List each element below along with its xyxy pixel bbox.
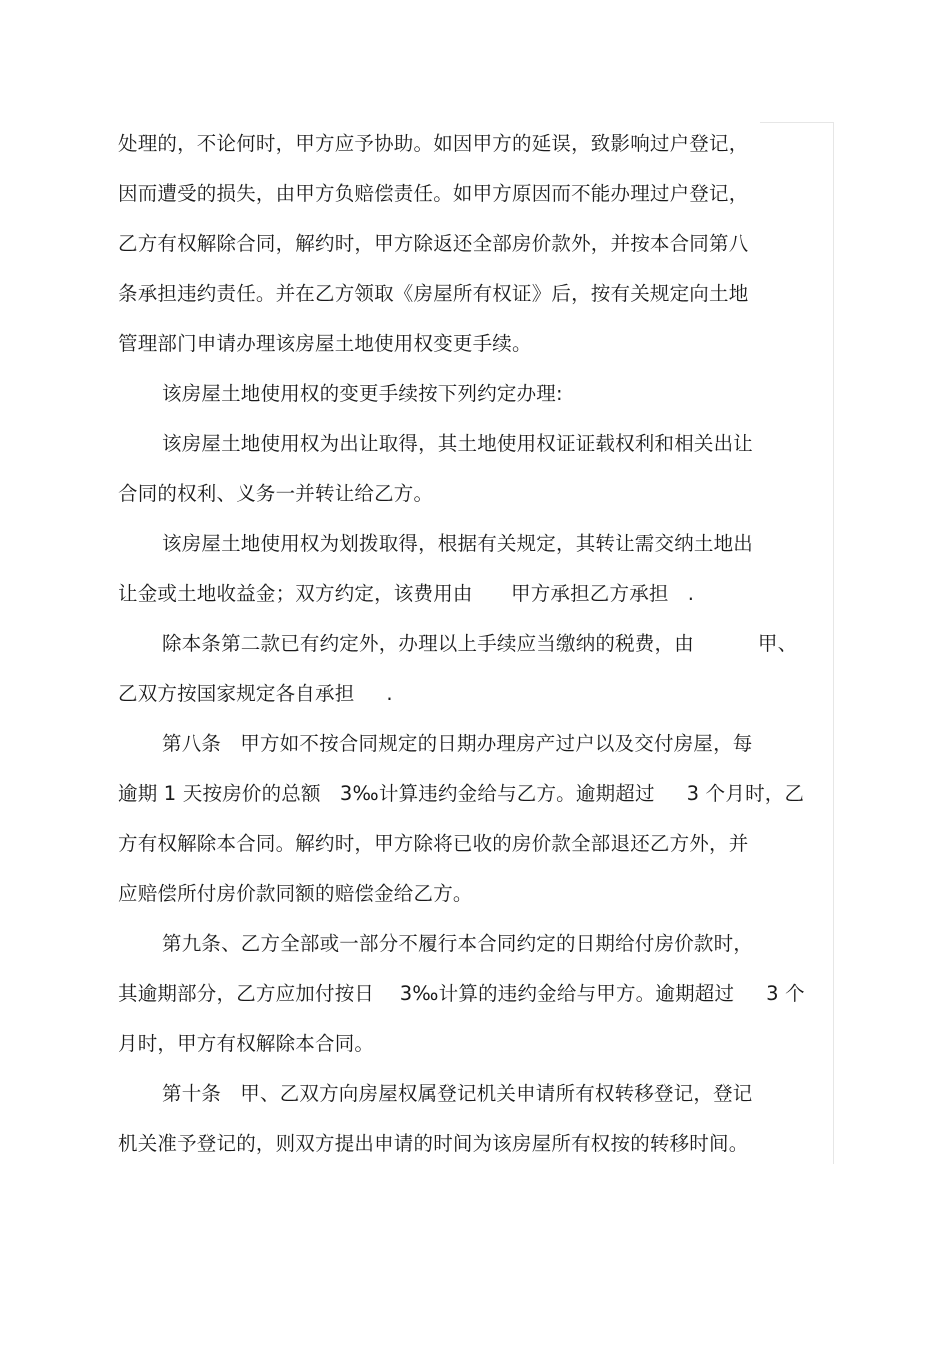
paragraph-allocated-land: 该房屋土地使用权为划拨取得，根据有关规定，其转让需交纳土地出 <box>162 532 754 555</box>
paragraph-transfer-acquired: 该房屋土地使用权为出让取得，其土地使用权证证载权利和相关出让 <box>162 432 754 455</box>
article-9-heading-line: 第九条、乙方全部或一部分不履行本合同约定的日期给付房价款时， <box>162 932 754 955</box>
text-line-10: 让金或土地收益金；双方约定，该费用由 甲方承担乙方承担 . <box>118 582 695 605</box>
text-line-1: 处理的，不论何时，甲方应予协助。如因甲方的延误，致影响过户登记， <box>118 132 749 155</box>
text-line-21: 机关准予登记的，则双方提出申请的时间为该房屋所有权按的转移时间。 <box>118 1132 749 1155</box>
text-line-12: 乙双方按国家规定各自承担 . <box>118 682 393 705</box>
text-line-19: 月时，甲方有权解除本合同。 <box>118 1032 375 1055</box>
article-10-heading-line: 第十条 甲、乙双方向房屋权属登记机关申请所有权转移登记，登记 <box>162 1082 753 1105</box>
article-8-heading-line: 第八条 甲方如不按合同规定的日期办理房产过户以及交付房屋，每 <box>162 732 753 755</box>
paragraph-taxes: 除本条第二款已有约定外，办理以上手续应当缴纳的税费，由 甲、 <box>162 632 798 655</box>
page-frame-right-border <box>833 122 834 1164</box>
text-line-5: 管理部门申请办理该房屋土地使用权变更手续。 <box>118 332 532 355</box>
page-frame-top-border <box>760 122 834 123</box>
text-line-4: 条承担违约责任。并在乙方领取《房屋所有权证》后，按有关规定向土地 <box>118 282 749 305</box>
paragraph-land-use-change: 该房屋土地使用权的变更手续按下列约定办理: <box>162 382 563 405</box>
text-line-14: 逾期 1 天按房价的总额 3‰计算违约金给与乙方。逾期超过 3 个月时，乙 <box>118 782 805 805</box>
text-line-3: 乙方有权解除合同，解约时，甲方除返还全部房价款外，并按本合同第八 <box>118 232 749 255</box>
text-line-8: 合同的权利、义务一并转让给乙方。 <box>118 482 434 505</box>
text-line-18: 其逾期部分，乙方应加付按日 3‰计算的违约金给与甲方。逾期超过 3 个 <box>118 982 805 1005</box>
text-line-15: 方有权解除本合同。解约时，甲方除将已收的房价款全部退还乙方外，并 <box>118 832 749 855</box>
text-line-2: 因而遭受的损失，由甲方负赔偿责任。如甲方原因而不能办理过户登记， <box>118 182 749 205</box>
text-line-16: 应赔偿所付房价款同额的赔偿金给乙方。 <box>118 882 473 905</box>
